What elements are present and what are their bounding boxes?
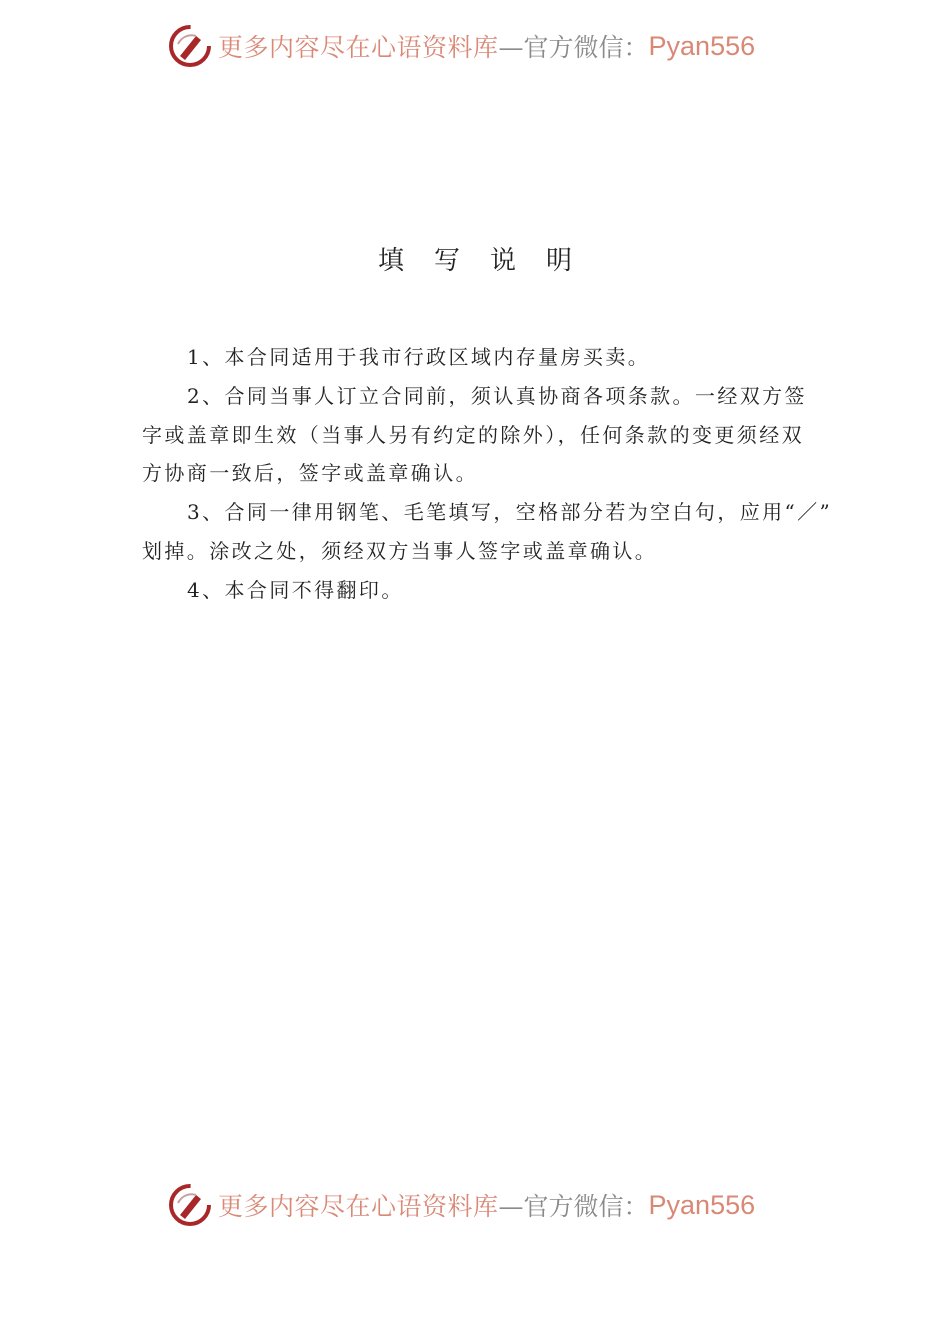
pen-logo-icon — [168, 1183, 212, 1227]
watermark-separator: —官方微信： — [498, 33, 649, 62]
instruction-line: 3、合同一律用钢笔、毛笔填写，空格部分若为空白句，应用“／” — [187, 500, 833, 525]
watermark-site-text: 更多内容尽在心语资料库 — [218, 1192, 499, 1221]
watermark-wechat-id: Pyan556 — [648, 30, 756, 61]
watermark-banner-bottom — [168, 1181, 808, 1229]
instruction-line: 划掉。涂改之处，须经双方当事人签字或盖章确认。 — [142, 538, 658, 563]
instructions-body — [142, 338, 833, 610]
instruction-line: 4、本合同不得翻印。 — [187, 577, 404, 602]
watermark-separator: —官方微信： — [498, 1192, 649, 1221]
watermark-wechat-id: Pyan556 — [648, 1189, 756, 1220]
instruction-line: 方协商一致后，签字或盖章确认。 — [142, 461, 478, 486]
watermark-banner-top — [168, 22, 808, 70]
instruction-line: 1、本合同适用于我市行政区域内存量房买卖。 — [187, 345, 651, 369]
page-title: 填写说明 — [377, 246, 602, 276]
instruction-line: 字或盖章即生效（当事人另有约定的除外），任何条款的变更须经双 — [142, 422, 804, 447]
watermark-site-text: 更多内容尽在心语资料库 — [218, 33, 499, 62]
pen-logo-icon — [168, 24, 212, 68]
instruction-line: 2、合同当事人订立合同前，须认真协商各项条款。一经双方签 — [187, 383, 807, 408]
